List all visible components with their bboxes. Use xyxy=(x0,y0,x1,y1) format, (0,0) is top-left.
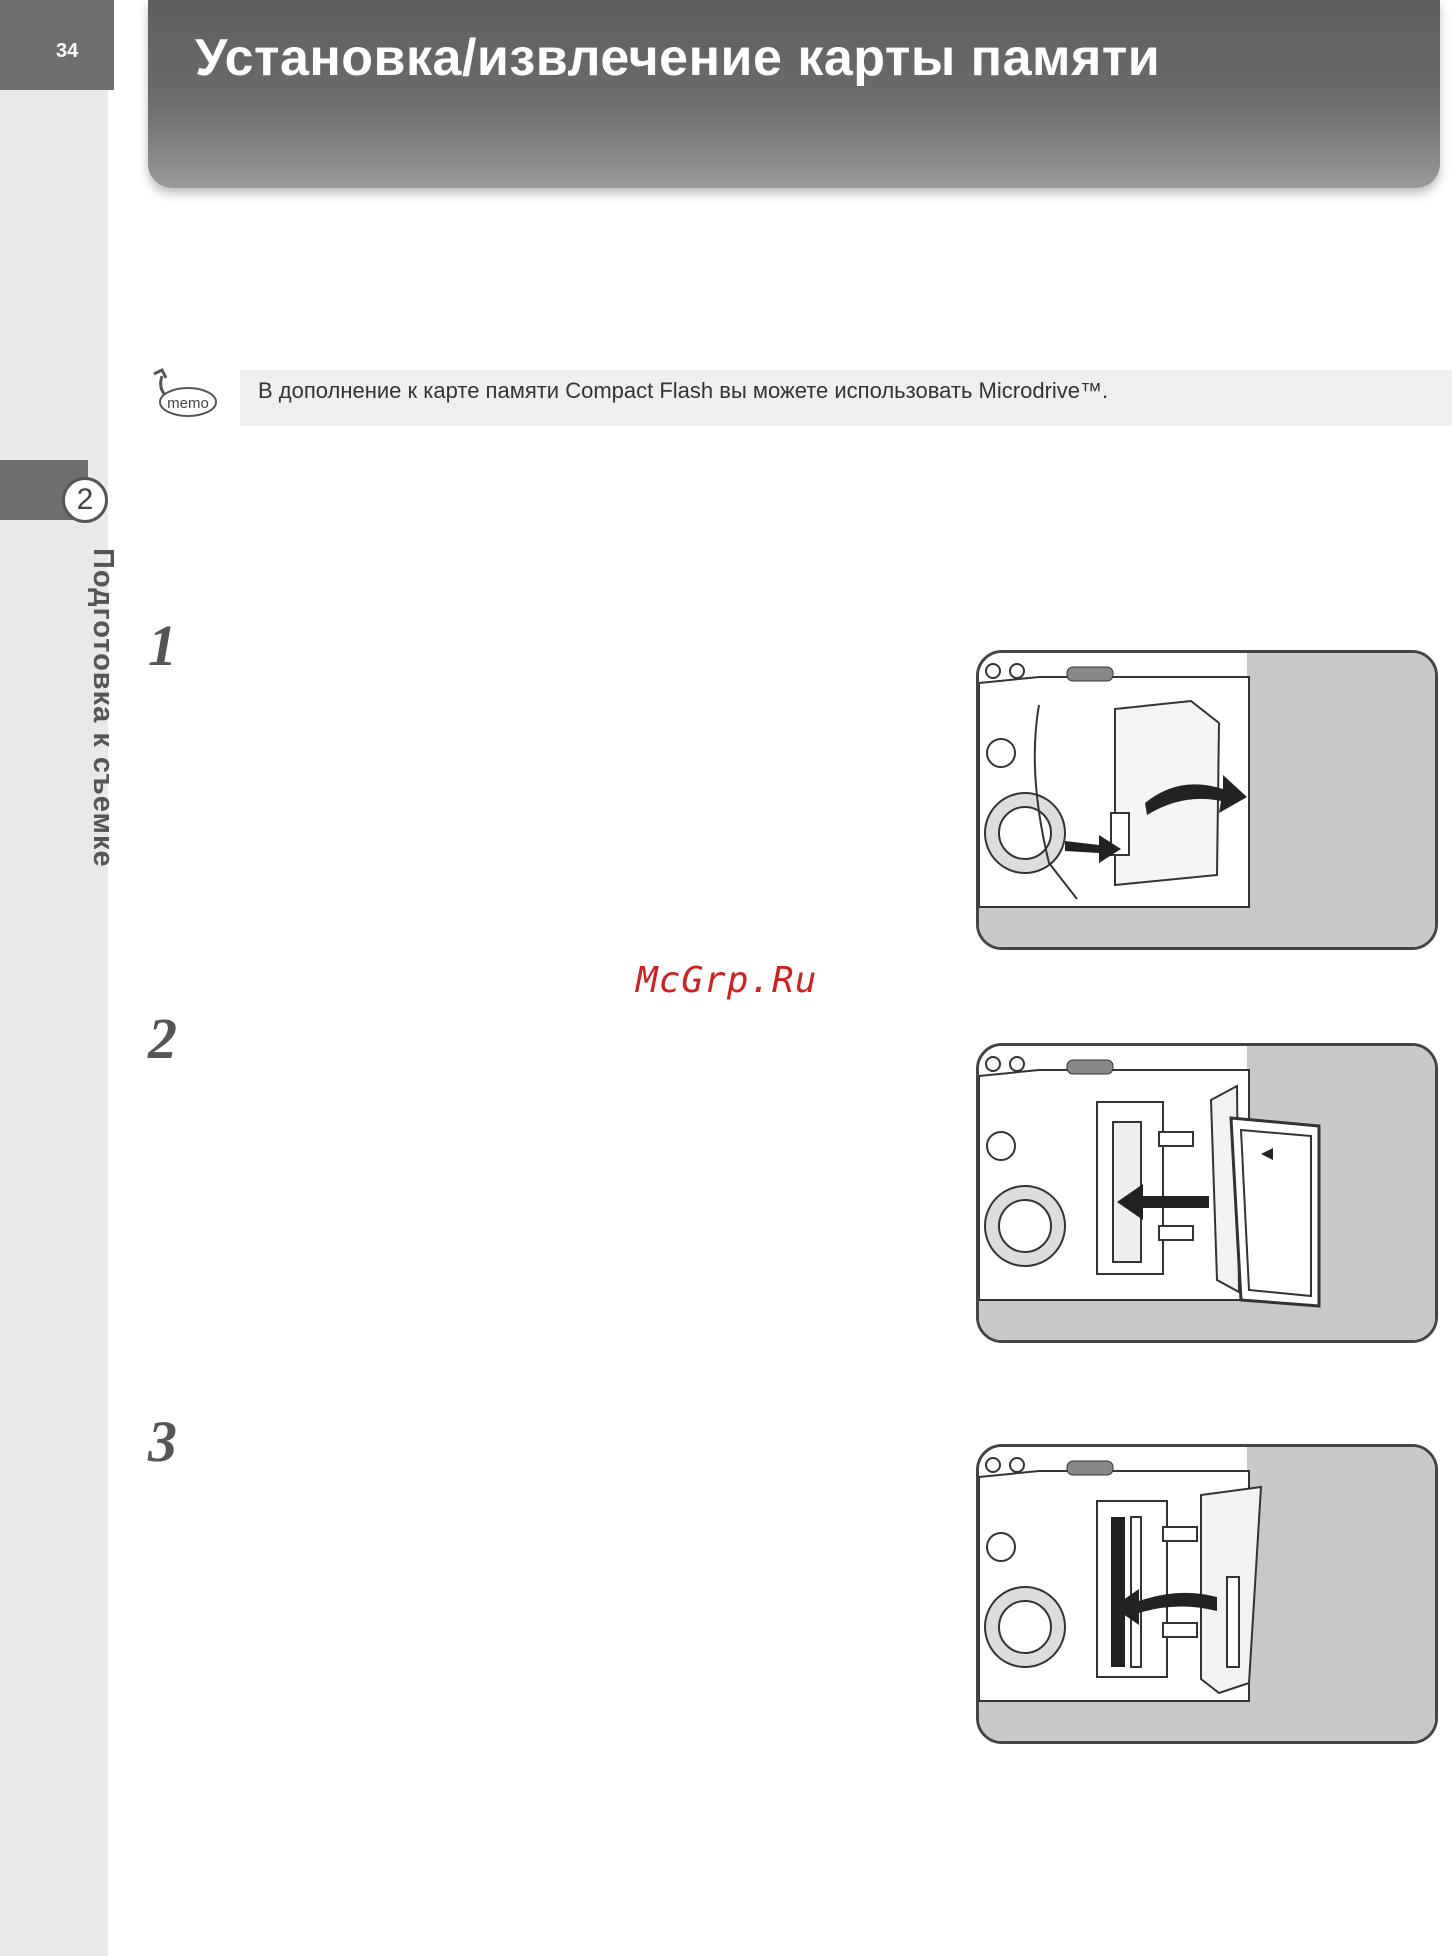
memo-icon xyxy=(148,366,218,422)
step-number-1: 1 xyxy=(148,613,177,678)
illustration-close-card-cover xyxy=(976,1444,1438,1744)
chapter-sidebar xyxy=(0,0,108,1956)
page-number-box xyxy=(0,0,114,90)
page-title: Установка/извлечение карты памяти xyxy=(195,29,1161,87)
page-number: 34 xyxy=(56,40,79,62)
illustration-open-card-cover xyxy=(976,650,1438,950)
step-number-2: 2 xyxy=(148,1006,177,1071)
memo-text: В дополнение к карте памяти Compact Flash вы можете использовать Microdrive™. xyxy=(258,378,1109,403)
memo-icon-label: memo xyxy=(167,395,209,412)
chapter-title: Подготовка к съемке xyxy=(87,548,119,868)
chapter-number: 2 xyxy=(62,477,108,523)
step-number-3: 3 xyxy=(148,1409,177,1474)
illustration-insert-card xyxy=(976,1043,1438,1343)
watermark: McGrp.Ru xyxy=(636,960,818,1001)
